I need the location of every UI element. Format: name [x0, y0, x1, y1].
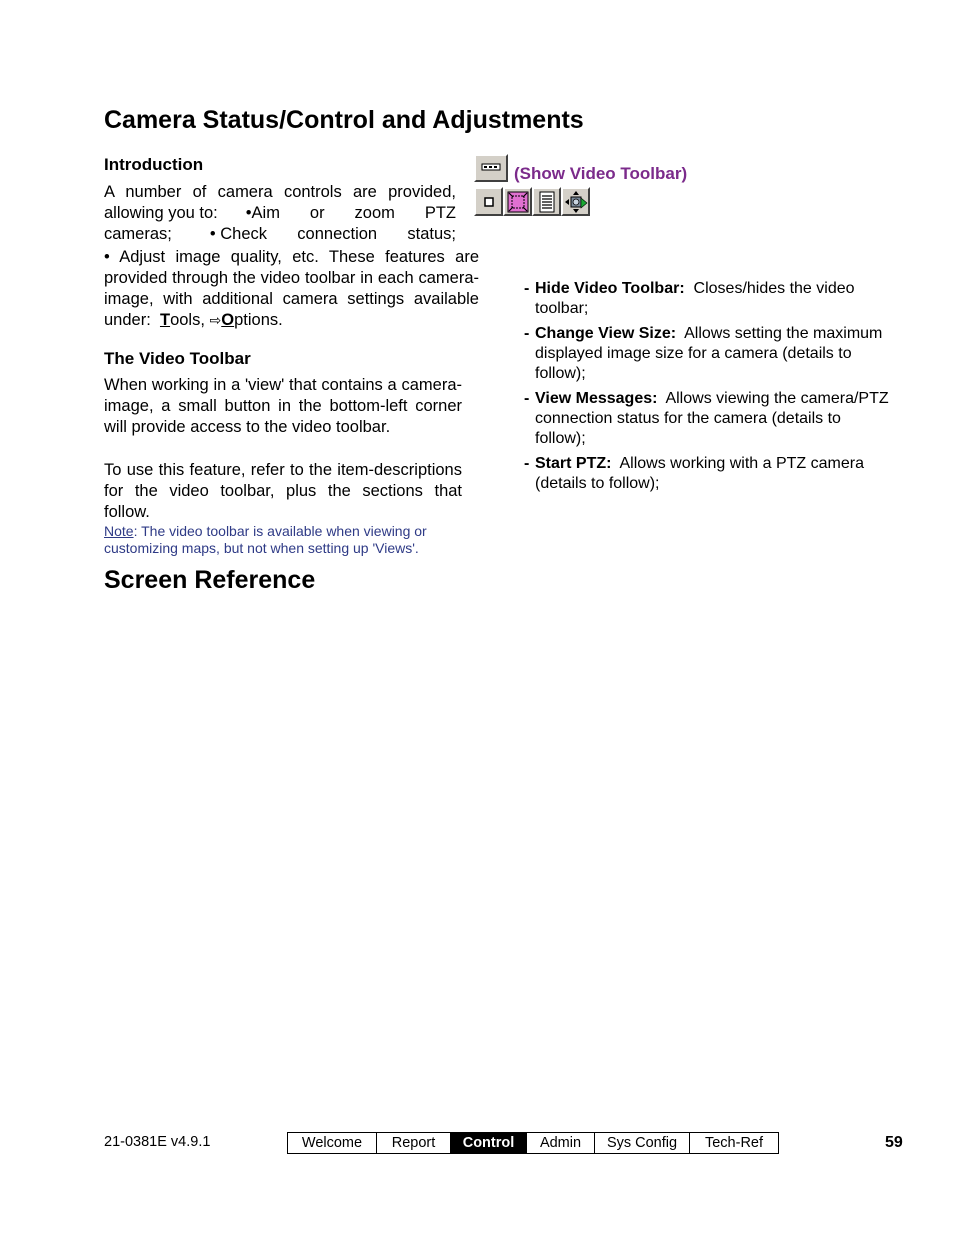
- tab-sys-config[interactable]: Sys Config: [595, 1133, 690, 1153]
- view-size-icon: [507, 191, 529, 213]
- screen-reference-heading: Screen Reference: [104, 566, 316, 594]
- tab-admin[interactable]: Admin: [527, 1133, 595, 1153]
- change-view-size-button[interactable]: [503, 187, 532, 216]
- video-toolbar-heading: The Video Toolbar: [104, 349, 251, 368]
- toolbar-item-list: [524, 279, 894, 499]
- item-label: Change View Size:: [535, 325, 677, 342]
- item-dash: -: [524, 280, 530, 297]
- document-id: 21-0381E v4.9.1: [104, 1134, 211, 1150]
- page-title: Camera Status/Control and Adjustments: [104, 106, 584, 134]
- bullet-aim-text: Aim or zoom PTZ: [251, 204, 456, 222]
- item-description: Allows working with a PTZ camera (details to follow);: [535, 455, 864, 492]
- intro-line-2: [104, 203, 456, 224]
- note-text: : The video toolbar is available when viewing or customizing maps, but not when setting up 'Views'.: [104, 523, 427, 556]
- item-dash: -: [524, 455, 530, 472]
- hide-toolbar-icon: [480, 193, 498, 211]
- item-label: View Messages:: [535, 390, 658, 407]
- show-video-toolbar-label: (Show Video Toolbar): [514, 164, 688, 183]
- toolbar-strip-icon: [476, 156, 506, 180]
- bullet-check: [210, 224, 456, 245]
- item-dash: -: [524, 325, 530, 342]
- video-toolbar: [474, 187, 590, 216]
- arrow-right-icon: ⇨: [209, 312, 222, 328]
- bullet-dot-icon: •: [245, 204, 252, 222]
- item-description: Closes/hides the video toolbar;: [535, 280, 855, 317]
- bullet-dot-icon: •: [104, 248, 120, 266]
- menu-options-key: O: [221, 311, 235, 329]
- hide-toolbar-button[interactable]: [474, 187, 503, 216]
- intro-allowing-text: allowing you to:: [104, 204, 218, 222]
- show-video-toolbar-button[interactable]: [474, 154, 508, 182]
- start-ptz-button[interactable]: [561, 187, 590, 216]
- intro-paragraph: [104, 182, 456, 245]
- list-item: [524, 279, 894, 319]
- tab-welcome[interactable]: Welcome: [288, 1133, 377, 1153]
- menu-tools-rest: ools,: [170, 311, 205, 329]
- bullet-aim: [246, 203, 456, 224]
- intro-paragraph-continued: [104, 247, 479, 331]
- item-description: Allows viewing the camera/PTZ connection status for the camera (details to follow);: [535, 390, 889, 447]
- bullet-dot-icon: •: [209, 225, 221, 243]
- note-label: Note: [104, 523, 134, 539]
- item-label: Start PTZ:: [535, 455, 612, 472]
- bullet-check-text: Check connection status;: [220, 225, 456, 243]
- item-description: Allows setting the maximum displayed image size for a camera (details to follow);: [535, 325, 883, 382]
- intro-cameras-text: cameras;: [104, 225, 172, 243]
- intro-line-1: A number of camera controls are provided,: [104, 183, 456, 201]
- video-toolbar-paragraph-2: To use this feature, refer to the item-descriptions for the video toolbar, plus the sections that follow.: [104, 461, 462, 521]
- tab-tech-ref[interactable]: Tech-Ref: [704, 1135, 764, 1151]
- footer-nav: [287, 1132, 779, 1154]
- note: [104, 523, 466, 557]
- intro-line-3: [104, 224, 456, 245]
- ptz-icon: [564, 190, 588, 214]
- messages-icon: [537, 191, 557, 213]
- introduction-heading: Introduction: [104, 155, 204, 174]
- bullet-adjust-text: Adjust image quality, etc. These features are provided through the video toolbar in each camera-image, with additional camera settings available under:: [104, 248, 479, 329]
- tab-report[interactable]: Report: [377, 1133, 451, 1153]
- tab-control[interactable]: Control: [451, 1133, 527, 1153]
- list-item: [524, 454, 894, 494]
- menu-options-rest: ptions.: [234, 311, 283, 329]
- list-item: [524, 324, 894, 384]
- item-dash: -: [524, 390, 530, 407]
- menu-tools-key: T: [159, 311, 171, 329]
- video-toolbar-paragraph-1: When working in a 'view' that contains a camera-image, a small button in the bottom-left corner will provide access to the video toolbar.: [104, 376, 462, 436]
- item-label: Hide Video Toolbar:: [535, 280, 685, 297]
- page-number: 59: [885, 1134, 903, 1151]
- list-item: [524, 389, 894, 449]
- view-messages-button[interactable]: [532, 187, 561, 216]
